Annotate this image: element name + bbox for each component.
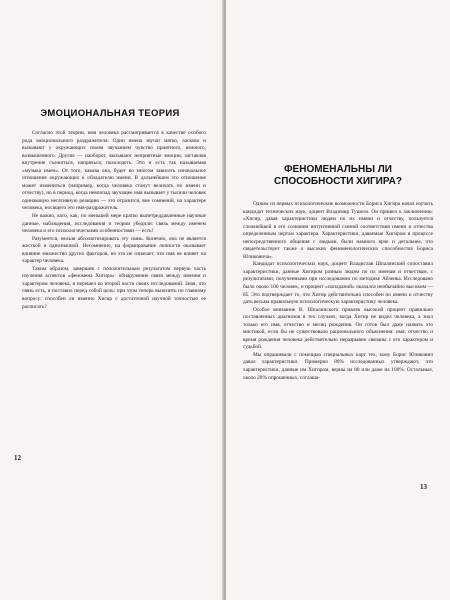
left-page [0, 0, 224, 600]
right-page-heading [238, 164, 438, 188]
right-page-number: 13 [420, 483, 427, 491]
right-heading-line-1: ФЕНОМЕНАЛЬНЫ ЛИ [284, 164, 392, 175]
left-paragraph-1: Согласно этой теории, имя человека рассматривается в качестве особого рода эмоционального раздражителя. Одни имена звучат мягко, ласково и вызывают у окружающих своим звучанием чувство приятного, нежного, возвышенного. Другие — наоборот, вызывают неприятные эмоции, заставляя внутренне съежиться, напрячься, похолодеть. Это и есть так называемая «музыка имен». От того, какова она, будет во многом зависеть изначальное отношение окружающих к обладателю имени. В дальнейшем это отношение может измениться (например, когда человека станут величать по имени и отчеству), но в период, когда невпопад звучащее имя вызывает у тысячи человек одинаковую негативную реакцию — это отразится, вне сомнений, на характере человека, носящего это имя-раздражитель. [22, 130, 206, 212]
left-paragraph-2: Не важно, кого, как, по меньшей мере кратко выпетреддавленные научные данные, наблюдения, исследования и теории убедили: связь между именем человека и его психологическими особенностями — есть! [22, 213, 206, 235]
left-page-heading: ЭМОЦИОНАЛЬНАЯ ТЕОРИЯ [40, 108, 180, 119]
right-paragraph-1: Одним из первых психологические возможности Бориса Хигира начал изучать кандидат технических наук, доцент Владимир Тушело. Он пришел к заключению: «Хигир, давая характеристики людям по их имени и отчеству, пользуется сложнейшей в его сознании интуитивной схемой соответствия имени и отчества определенным чертам характера. Характеристики, даваемые Хигиром в процессе непосредственного общения с людьми, были намного ярче и детальнее, что свидетельствует также о высоких феноменологических способностях Бориса Юликовича». [243, 201, 433, 260]
right-page-body [243, 201, 433, 382]
right-paragraph-4: Мы опрашивали с помощью специальных карт тех, кому Борис Юликович давал характеристики. Примерно 80% исследованных утверждают, что характеристики, данные им Хигиром, верны на 80 или даже на 100%. Остальные, около 20% опрошенных, соглаша- [243, 351, 433, 381]
left-paragraph-3: Разумеется, нельзя абсолютизировать эту связь. Конечно, она не является жесткой и однозначной. Несомненно, на формирование личности оказывает влияние множество других факторов, но это не означает, что имя не влияет на характер человека. [22, 235, 206, 265]
right-heading-line-2: СПОСОБНОСТИ ХИГИРА? [273, 176, 402, 187]
right-page [226, 0, 450, 600]
left-page-body [22, 130, 206, 311]
right-paragraph-2: Кандидат психологических наук, доцент Владислав Шпалинский сопоставил характеристики, данные Хигиром разным людям по их именам и отчествам, с результатами, полученными при исследовании по методике Айзенка. Исследовано было около 100 человек, и процент «попаданий» оказался необычайно высоким — 85. Это подтверждает то, что Хигир действительно способен по имени и отчеству дать весьма правильную психологическую характеристику человека. [243, 261, 433, 306]
left-page-number: 12 [14, 454, 21, 462]
right-paragraph-3: Особое внимание В. Шпалинского привлек высокий процент правильно поставленных диагнозов в тех случаях, когда Хигир не видел человека, а знал только его имя, отчество и месяц рождения. Он готов был даже назвать это мистикой, если бы не существовало рационального объяснения: имя, отчество и время рождения человека действительно неразрывно связаны с его характером и судьбой. [243, 306, 433, 351]
left-paragraph-4: Таким образом, завершив с положительным результатом первую часть изучения аспектов «феномена Хигира»: обнаружение связи между именем и характером человека, я перешел ко второй части своих исследований. Зная, что связь есть, я поставил перед собой цель: при этом теперь выяснить по главному вопросу: способен ли именно Хигир с достаточной научной точностью ее расписать? [22, 265, 206, 310]
